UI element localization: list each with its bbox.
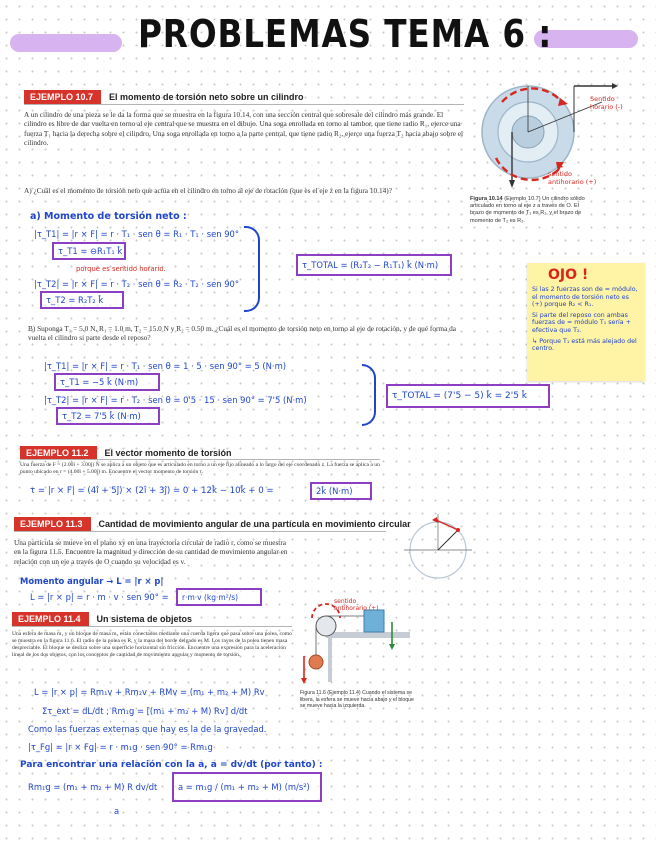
example-10-7-header: [24, 90, 304, 104]
equation-2: |τ_T2| = |r × F| = r · T₂ · sen θ = R₂ · T₂ · sen 90°: [34, 279, 240, 289]
result-box-4: τ_T2 = 7'5 k̂ (N·m): [56, 407, 160, 425]
brace-1: [244, 226, 260, 312]
highlight-left: [10, 34, 122, 52]
final-equation: Rm₁g = (m₁ + m₂ + M) R dv/dt: [28, 782, 158, 792]
figure-label-horario: Sentido horario (-): [590, 95, 623, 111]
question-b: B) Suponga T₁ = 5.0 N, R₁ = 1.0 m, T₂ = 15.0 N y R₂ = 0.50 m. ¿Cuál es el momento de torsión neto en torno al eje de rotación, y de qué forma da vuelta el cilindro si parte desde el reposo?: [28, 324, 457, 343]
total-torque-box-2: τ_TOTAL = (7'5 − 5) k̂ = 2'5 k̂: [386, 384, 550, 408]
figure-label-antihorario: sentido antihorario (+): [334, 598, 379, 612]
torque-sum-equation: Στ_ext = dL/dt ; Rm₁g = [(m₁ + m₂ + M) Rv] d/dt: [42, 706, 248, 716]
example-11-2-header: [20, 446, 232, 460]
result-box-2: τ_T2 = R₂T₂ k̂: [40, 291, 124, 309]
example-name: Cantidad de movimiento angular de una partícula en movimiento circular: [98, 519, 411, 529]
note-line-2: Si parte del reposo con ambas fuerzas de = módulo T₁ sería + efectiva que T₂.: [532, 311, 631, 334]
caption-text: (Ejemplo 10.7) Un cilindro sólido articulado en torno al eje z a través de O. El brazo de momento de T₁ es R₁, y el brazo de momento de T₂ es R₂.: [470, 196, 585, 224]
gravity-torque: |τ_Fg| = |r × Fg| = r · m₁g · sen 90° = Rm₁g: [28, 742, 213, 752]
example-tag: EJEMPLO 11.3: [14, 517, 91, 531]
example-name: El vector momento de torsión: [104, 448, 232, 458]
external-forces-note: Como las fuerzas externas que hay es la de la gravedad.: [28, 724, 267, 734]
figure-caption: [470, 196, 590, 225]
page-title: PROBLEMAS TEMA 6 :: [138, 12, 553, 56]
circular-path-figure: [400, 510, 476, 586]
angular-momentum-def: Momento angular → L = |r × p|: [20, 576, 164, 586]
example-11-3-header: [14, 517, 411, 531]
result-box-3: τ_T1 = −5 k̂ (N·m): [54, 373, 160, 391]
result-box-1: τ_T1 = ⊖R₁T₁ k̂: [52, 242, 126, 260]
example-tag: EJEMPLO 11.2: [20, 446, 97, 460]
caption-bold: Figura 10.14: [470, 196, 503, 202]
total-torque-box: τ_TOTAL = (R₂T₂ − R₁T₁) k̂ (N·m): [296, 254, 452, 276]
divider: [24, 104, 464, 105]
figure-label-antihorario: sentido antihorario (+): [548, 170, 597, 186]
example-name: Un sistema de objetos: [96, 614, 193, 624]
note-sentido-horario: porque es sentido horario.: [76, 265, 166, 273]
acceleration-result: a = m₁g / (m₁ + m₂ + M) (m/s²): [172, 772, 322, 802]
angular-momentum-result: r·m·v (kg·m²/s): [176, 588, 262, 606]
divider: [20, 459, 380, 460]
divider: [14, 531, 386, 532]
torque-vector-equation: τ = |r × F| = (4î + 5ĵ) × (2î + 3ĵ) = 0 + 12k̂ − 10k̂ + 0 =: [30, 486, 274, 496]
example-text: Una fuerza de F = (2.00î + 3.00ĵ) N se aplica a un objeto que es articulado en torno a un eje fijo alineado a lo largo del eje coordenado z. La fuerza se aplica a un punto ubicado en r = (4.00î + 5.00ĵ) m. Encuentre el vector momento de torsión τ.: [20, 462, 380, 475]
final-equation-a: a: [114, 806, 120, 816]
figure-caption: Figura 11.6 (Ejemplo 11.4) Cuando el sistema se libera, la esfera se mueve hacia abajo y el bloque se mueve hacia la izquierda.: [300, 690, 414, 710]
example-tag: EJEMPLO 11.4: [12, 612, 89, 626]
example-text: Una partícula se mueve en el plano xy en una trayectoria circular de radio r, como se muestra en la figura 11.5. Encuentre la magnitud y dirección de su cantidad de movimiento angular en relación con un eje a través de O cuando su velocidad es v.: [14, 538, 288, 566]
example-name: El momento de torsión neto sobre un cilindro: [109, 92, 304, 102]
note-title: OJO !: [548, 267, 589, 283]
example-text: Una esfera de masa m₁ y un bloque de masa m₂ están conectados mediante una cuerda ligera que pasa sobre una polea, como se muestra en la figura 11.6. El radio de la polea es R, y la masa del borde delgado es M. Los rayos de la polea tienen masa despreciable. El bloque se desliza sobre una superficie horizontal sin fricción. Encuentre una expresión para la aceleración lineal de los dos objetos, con los conceptos de cantidad de movimiento angular y momento de torsión.: [12, 631, 292, 658]
question-a: A) ¿Cuál es el momento de torsión neto que actúa en el cilindro en torno al eje de rotación (que es el eje z en la figura 10.14)?: [24, 186, 392, 195]
torque-vector-result: 2k̂ (N·m): [310, 482, 372, 500]
angular-momentum-eq: L = |r × p| = r · m · v · sen 90° =: [30, 592, 169, 602]
note-line-1: Si las 2 fuerzas son de = módulo, el momento de torsión neto es (+) porque R₂ < R₁.: [532, 286, 638, 309]
example-11-4-header: [12, 612, 192, 626]
part-a-title: a) Momento de torsión neto :: [30, 211, 187, 222]
equation-4: |τ_T2| = |r × F| = r · T₂ · sen θ = 0'5 · 15 · sen 90° = 7'5 (N·m): [44, 395, 307, 405]
sticky-note: [527, 263, 645, 381]
brace-2: [362, 364, 376, 426]
angular-momentum-system: L = |r × p| = Rm₁v + Rm₂v + RMv = (m₁ + m₂ + M) Rv: [34, 687, 265, 697]
equation-3: |τ_T1| = |r × F| = r · T₁ · sen θ = 1 · 5 · sen 90° = 5 (N·m): [44, 361, 286, 371]
equation-1: |τ_T1| = |r × F| = r · T₁ · sen θ = R₁ · T₁ · sen 90°: [34, 229, 240, 239]
note-line-3: ↳ Porque T₁ está más alejado del centro.: [532, 337, 637, 353]
example-text: A un cilindro de una pieza se le da la forma que se muestra en la figura 10.14, con una sección central que sobresale del cilindro más grande. El cilindro es libre de dar vuelta en torno al eje central que se muestra en el dibujo. Una soga enrollada en torno al tambor, que tiene radio R₁, ejerce una fuerza T₁ hacia la derecha sobre el cilindro. Una soga enrollada en torno a la parte central, que tiene radio R₂, ejerce una fuerza T₂ hacia abajo sobre el cilindro.: [24, 110, 464, 147]
acceleration-relation: Para encontrar una relación con la a, a = dv/dt (por tanto) :: [20, 760, 323, 770]
divider: [12, 626, 292, 627]
example-tag: EJEMPLO 10.7: [24, 90, 101, 104]
